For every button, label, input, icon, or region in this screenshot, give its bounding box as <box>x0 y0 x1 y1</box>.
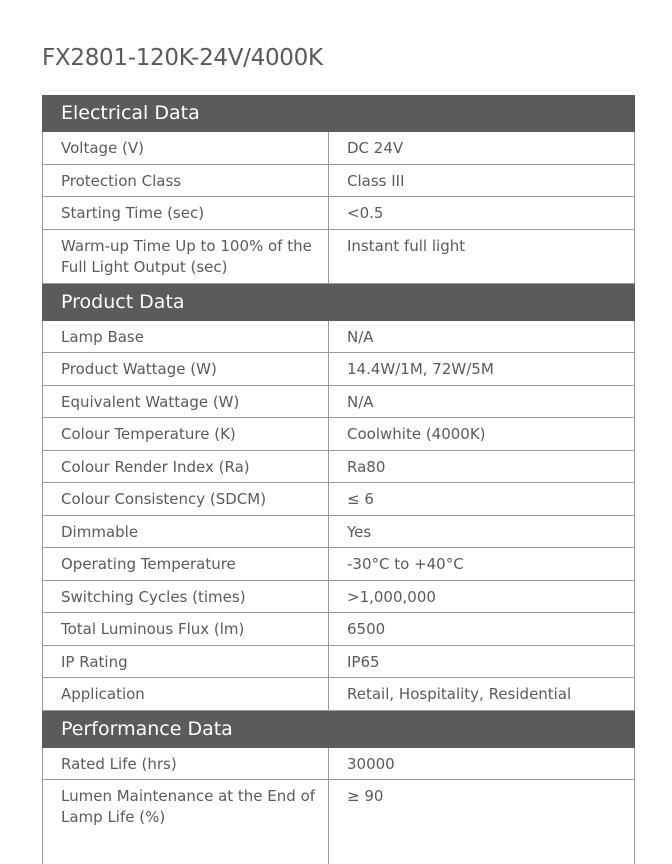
product-title: FX2801-120K-24V/4000K <box>42 45 323 71</box>
table-row <box>42 780 635 864</box>
table-row <box>42 678 635 711</box>
table-row <box>42 165 635 198</box>
row-label: Equivalent Wattage (W) <box>43 386 329 418</box>
row-label: Voltage (V) <box>43 132 329 164</box>
table-row <box>42 548 635 581</box>
table-row <box>42 646 635 679</box>
row-label: Protection Class <box>43 165 329 197</box>
table-row <box>42 418 635 451</box>
table-row <box>42 748 635 781</box>
row-label: Dimmable <box>43 516 329 548</box>
row-label: Switching Cycles (times) <box>43 581 329 613</box>
row-value: -30°C to +40°C <box>347 555 464 573</box>
row-label: Rated Life (hrs) <box>43 748 329 780</box>
table-row <box>42 321 635 354</box>
row-label: Operating Temperature <box>43 548 329 580</box>
row-value: <0.5 <box>347 204 384 222</box>
section-header-electrical: Electrical Data <box>42 95 635 132</box>
row-label: Colour Temperature (K) <box>43 418 329 450</box>
row-label: Warm-up Time Up to 100% of the Full Light Output (sec) <box>43 230 329 283</box>
spec-sheet-table <box>42 95 635 864</box>
row-label: Starting Time (sec) <box>43 197 329 229</box>
row-label: Colour Consistency (SDCM) <box>43 483 329 515</box>
row-value: Class III <box>347 171 405 190</box>
row-value: Retail, Hospitality, Residential <box>347 685 572 703</box>
row-value: N/A <box>347 327 374 346</box>
row-label: Total Luminous Flux (lm) <box>43 613 329 645</box>
table-row <box>42 613 635 646</box>
table-row <box>42 516 635 549</box>
row-value: 6500 <box>347 620 386 638</box>
row-value: ≤ 6 <box>347 490 374 508</box>
row-value: IP65 <box>347 652 380 671</box>
row-value: N/A <box>347 392 374 411</box>
section-header-performance: Performance Data <box>42 711 635 748</box>
row-label: Colour Render Index (Ra) <box>43 451 329 483</box>
section-header-product: Product Data <box>42 284 635 321</box>
row-value: Ra80 <box>347 457 386 476</box>
table-row <box>42 197 635 230</box>
table-row <box>42 353 635 386</box>
row-value: >1,000,000 <box>347 587 436 606</box>
row-value: DC 24V <box>347 139 404 157</box>
row-label: Application <box>43 678 329 710</box>
table-row <box>42 483 635 516</box>
row-label: IP Rating <box>43 646 329 678</box>
table-row <box>42 386 635 419</box>
row-value: Yes <box>347 522 372 541</box>
row-label: Lumen Maintenance at the End of Lamp Life (%) <box>43 780 329 864</box>
row-value: 14.4W/1M, 72W/5M <box>347 360 494 378</box>
table-row <box>42 581 635 614</box>
row-label: Lamp Base <box>43 321 329 353</box>
row-value: Instant full light <box>347 236 466 255</box>
row-value: ≥ 90 <box>347 787 384 805</box>
row-label: Product Wattage (W) <box>43 353 329 385</box>
table-row <box>42 451 635 484</box>
table-row <box>42 230 635 284</box>
table-row <box>42 132 635 165</box>
row-value: 30000 <box>347 754 395 773</box>
row-value: Coolwhite (4000K) <box>347 425 486 443</box>
